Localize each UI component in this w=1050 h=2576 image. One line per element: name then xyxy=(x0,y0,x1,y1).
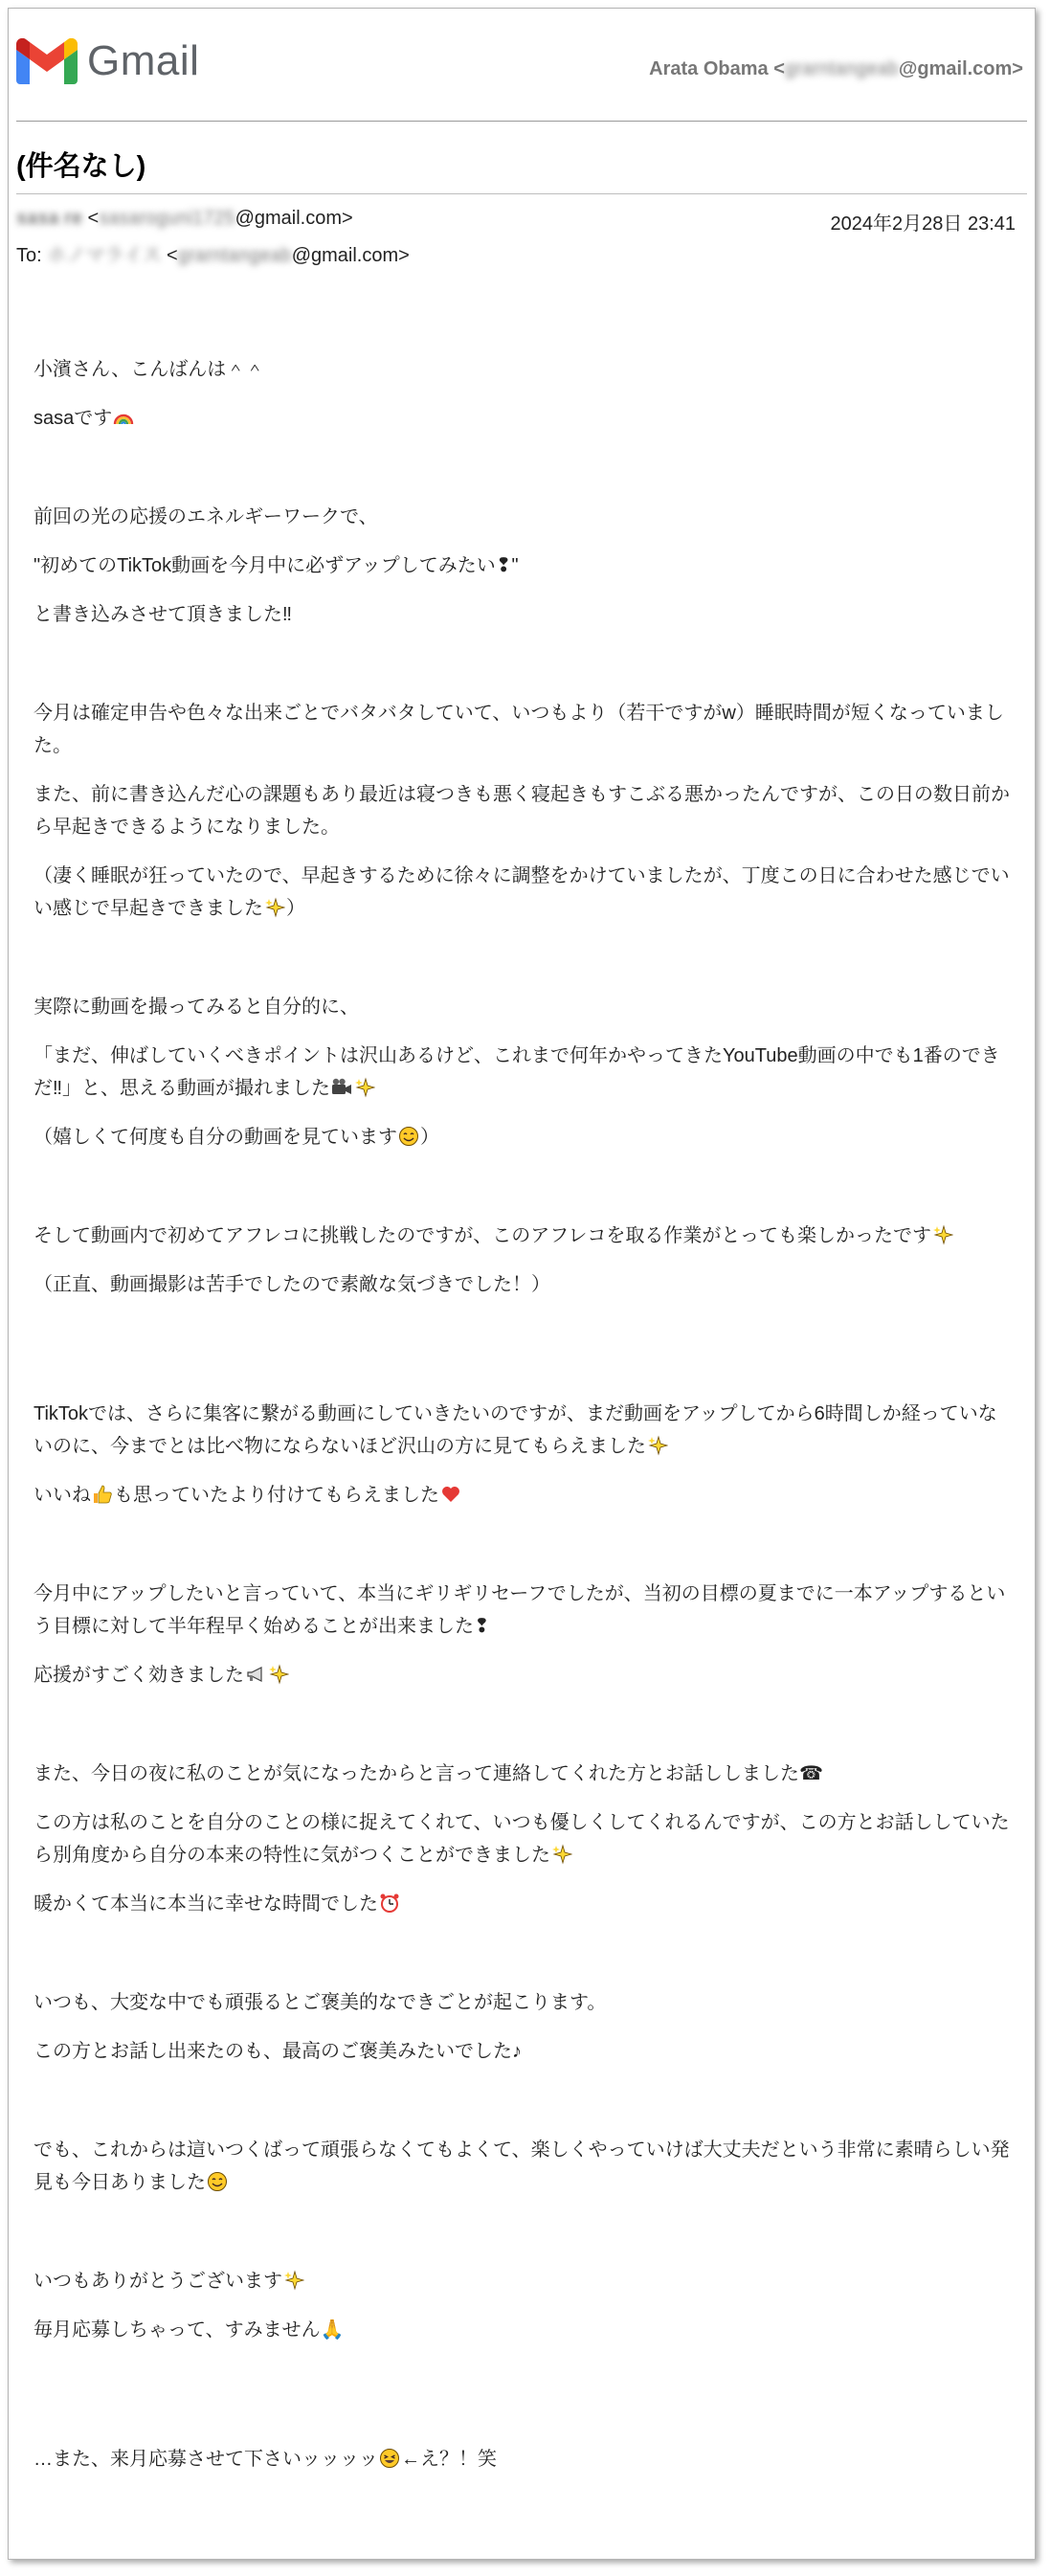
rainbow-icon xyxy=(113,407,134,428)
recipient-email-open: < xyxy=(167,245,178,266)
email-subject: (件名なし) xyxy=(16,151,146,182)
paragraph-10-text: そして動画内で初めてアフレコに挑戦したのですが、このアフレコを取る作業がとっても楽しかったです xyxy=(34,1225,931,1246)
thumbs-up-icon xyxy=(92,1484,113,1505)
sparkles-icon xyxy=(932,1224,953,1245)
paragraph-17 xyxy=(34,1806,1010,1871)
paragraph-14: 今月中にアップしたいと言っていて、本当にギリギリセーフでしたが、当初の目標の夏までに一本アップするという目標に対して半年程早く始めることが出来ました❢ xyxy=(34,1583,1006,1637)
paragraph-13-text-a: いいね xyxy=(34,1485,91,1506)
paragraph-12-text: TikTokでは、さらに集客に繋がる動画にしていきたいのですが、まだ動画をアップしてから6時間しか経っていないのに、今までとは比べ物にならないほど沢山の方に見てもらえました xyxy=(34,1403,997,1457)
paragraph-9-end: ） xyxy=(420,1127,439,1148)
gmail-header xyxy=(9,9,1035,123)
alarm-clock-icon xyxy=(379,1893,400,1914)
recipient-name-redacted: ホノマライス xyxy=(47,245,162,266)
intro-line xyxy=(34,402,1010,435)
sender-email-domain: @gmail.com> xyxy=(235,208,353,229)
gmail-logo-icon xyxy=(16,38,78,84)
recipient-email-domain: @gmail.com> xyxy=(291,245,410,266)
intro-text: sasaです xyxy=(34,408,113,429)
paragraph-21-text: でも、これからは這いつくばって頑張らなくてもよくて、楽しくやっていけば大丈夫だという非常に素晴らしい発見も今日ありました xyxy=(34,2139,1010,2193)
paragraph-10 xyxy=(34,1220,1010,1252)
paragraph-4: 今月は確定申告や色々な出来ごとでバタバタしていて、いつもより（若干ですがw）睡眠時間が短くなっていました。 xyxy=(34,703,1004,756)
paragraph-13-text-b: も思っていたより付けてもらえました xyxy=(114,1485,439,1506)
smile-icon xyxy=(207,2171,228,2192)
paragraph-8 xyxy=(34,1040,1010,1105)
sparkles-icon xyxy=(283,2270,304,2291)
account-name: Arata Obama xyxy=(649,58,769,79)
paragraph-24 xyxy=(34,2443,1010,2475)
paragraph-22 xyxy=(34,2265,1010,2297)
paragraph-20: この方とお話し出来たのも、最高のご褒美みたいでした♪ xyxy=(34,2041,522,2062)
paragraph-18-text: 暖かくて本当に本当に幸せな時間でした xyxy=(34,1893,378,1915)
paragraph-9 xyxy=(34,1121,1010,1154)
paragraph-24-text-b: ←え？！笑 xyxy=(401,2449,497,2470)
email-body xyxy=(34,353,1010,2492)
paragraph-18 xyxy=(34,1888,1010,1920)
paragraph-6-end: ） xyxy=(286,898,305,919)
sender-name-redacted: sasa re xyxy=(16,208,82,229)
sparkles-icon xyxy=(354,1077,375,1098)
recipient-row xyxy=(16,239,410,267)
recipient-email-redacted: grarntangeab xyxy=(177,245,292,266)
megaphone-icon xyxy=(245,1664,266,1685)
sender-email-open: < xyxy=(87,208,100,229)
paragraph-8-text: 「まだ、伸ばしていくべきポイントは沢山あるけど、これまで何年かやってきたYouTube動画の中でも1番のできだ‼」と、思える動画が撮れました xyxy=(34,1045,1000,1099)
paragraph-22-text: いつもありがとうございます xyxy=(34,2271,282,2292)
account-info xyxy=(649,58,1023,80)
paragraph-24-text-a: …また、来月応募させて下さいッッッッ xyxy=(34,2449,378,2470)
paragraph-15 xyxy=(34,1659,1010,1691)
paragraph-11: （正直、動画撮影は苦手でしたので素敵な気づきでした！） xyxy=(34,1274,550,1295)
paragraph-7: 実際に動画を撮ってみると自分的に、 xyxy=(34,997,359,1018)
paragraph-6 xyxy=(34,860,1010,925)
paragraph-12 xyxy=(34,1398,1010,1463)
paragraph-2: "初めてのTikTok動画を今月中に必ずアップしてみたい❢" xyxy=(34,555,519,576)
header-divider xyxy=(16,121,1027,122)
paragraph-1: 前回の光の応援のエネルギーワークで、 xyxy=(34,506,378,527)
sparkles-icon xyxy=(268,1664,289,1685)
heart-icon xyxy=(440,1484,461,1505)
greeting: 小濱さん、こんばんは＾＾ xyxy=(34,359,265,380)
gmail-wordmark: Gmail xyxy=(87,37,200,84)
paragraph-23: 毎月応募しちゃって、すみません🙏 xyxy=(34,2319,345,2341)
email-print-page xyxy=(8,8,1036,2560)
gmail-logo[interactable] xyxy=(16,37,199,85)
paragraph-15-text: 応援がすごく効きました xyxy=(34,1665,244,1686)
account-email-domain: @gmail.com> xyxy=(898,58,1023,79)
account-email-open: < xyxy=(773,58,785,79)
paragraph-6-text: （凄く睡眠が狂っていたので、早起きするために徐々に調整をかけていましたが、丁度この日に合わせた感じでいい感じで早起きできました xyxy=(34,865,1010,919)
smile-icon xyxy=(398,1126,419,1147)
laugh-icon xyxy=(379,2448,400,2469)
sparkles-icon xyxy=(551,1844,572,1865)
paragraph-5: また、前に書き込んだ心の課題もあり最近は寝つきも悪く寝起きもすこぶる悪かったんですが、この日の数日前から早起きできるようになりました。 xyxy=(34,784,1010,838)
sparkles-icon xyxy=(647,1435,668,1456)
sender-email-redacted: sasaroguni1725 xyxy=(99,208,235,229)
paragraph-21 xyxy=(34,2134,1010,2199)
subject-divider xyxy=(16,193,1027,194)
to-label: To: xyxy=(16,245,42,266)
movie-camera-icon xyxy=(331,1077,352,1098)
paragraph-16: また、今日の夜に私のことが気になったからと言って連絡してくれた方とお話ししました☎ xyxy=(34,1763,823,1784)
paragraph-3: と書き込みさせて頂きました‼ xyxy=(34,604,292,625)
paragraph-9-text: （嬉しくて何度も自分の動画を見ています xyxy=(34,1127,397,1148)
sender xyxy=(16,208,353,235)
paragraph-13 xyxy=(34,1479,1010,1512)
email-date: 2024年2月28日 23:41 xyxy=(830,213,1016,235)
sparkles-icon xyxy=(264,897,285,918)
paragraph-19: いつも、大変な中でも頑張るとご褒美的なできごとが起こります。 xyxy=(34,1992,607,2013)
paragraph-17-text: この方は私のことを自分のことの様に捉えてくれて、いつも優しくしてくれるんですが、この方とお話ししていたら別角度から自分の本来の特性に気がつくことができました xyxy=(34,1812,1010,1866)
account-email-redacted: grarntangeab xyxy=(784,58,899,79)
sender-row xyxy=(16,208,1016,235)
